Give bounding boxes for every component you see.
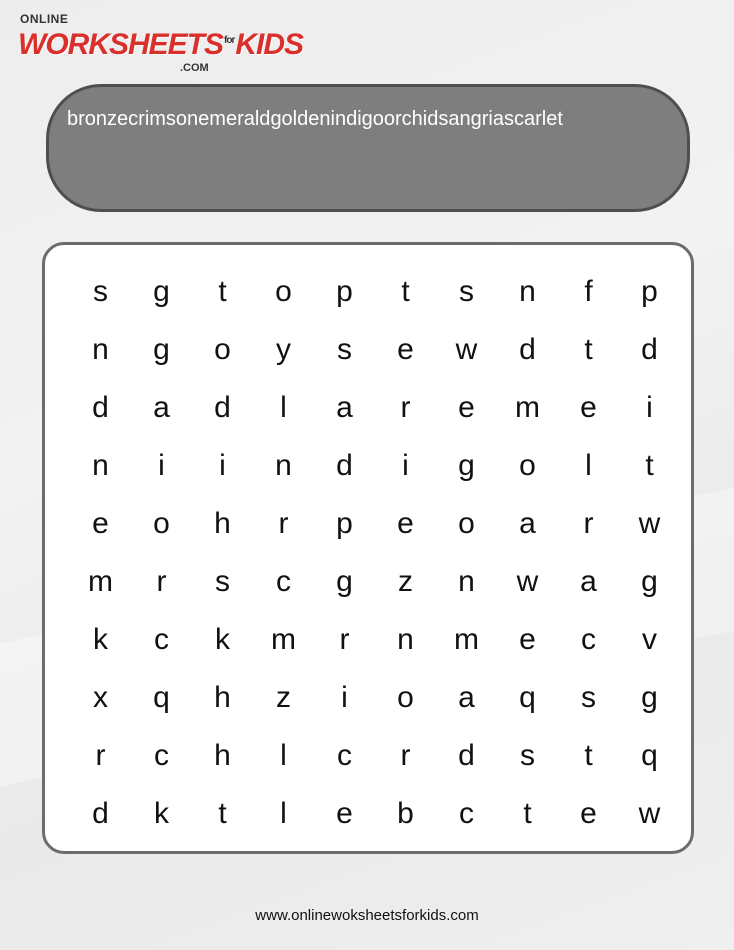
word-search-grid-box xyxy=(42,242,694,854)
grid-letter[interactable]: m xyxy=(454,623,479,656)
grid-letter[interactable]: n xyxy=(92,333,109,366)
grid-letter[interactable]: n xyxy=(519,275,536,308)
grid-letter[interactable]: x xyxy=(93,681,108,714)
grid-letter[interactable]: m xyxy=(515,391,540,424)
logo-online-text: ONLINE xyxy=(20,12,69,26)
site-logo[interactable] xyxy=(14,10,304,80)
grid-letter[interactable]: t xyxy=(645,449,654,482)
grid-letter[interactable]: y xyxy=(276,333,291,366)
footer-url: www.onlinewoksheetsforkids.com xyxy=(255,907,479,924)
grid-letter[interactable]: e xyxy=(397,507,414,540)
grid-letter[interactable]: b xyxy=(397,797,414,830)
grid-letter[interactable]: i xyxy=(402,449,409,482)
grid-letter[interactable]: s xyxy=(581,681,596,714)
grid-letter[interactable]: c xyxy=(581,623,596,656)
grid-letter[interactable]: d xyxy=(214,391,231,424)
word-bank-item: emerald xyxy=(198,108,271,130)
word-bank-item: scarlet xyxy=(503,108,563,130)
grid-letter[interactable]: g xyxy=(641,565,658,598)
grid-letter[interactable]: a xyxy=(458,681,475,714)
grid-letter[interactable]: o xyxy=(153,507,170,540)
grid-letter[interactable]: f xyxy=(584,275,593,308)
grid-letter[interactable]: t xyxy=(584,739,593,772)
logo-worksheets: WORKSHEETS xyxy=(18,28,224,61)
grid-letter[interactable]: n xyxy=(397,623,414,656)
grid-letter[interactable]: t xyxy=(218,797,227,830)
word-search-grid xyxy=(70,263,680,843)
grid-letter[interactable]: q xyxy=(153,681,170,714)
grid-letter[interactable]: i xyxy=(646,391,653,424)
grid-letter[interactable]: e xyxy=(580,391,597,424)
grid-letter[interactable]: g xyxy=(153,275,170,308)
grid-letter[interactable]: t xyxy=(523,797,532,830)
grid-letter[interactable]: r xyxy=(156,565,167,598)
grid-letter[interactable]: d xyxy=(519,333,536,366)
grid-letter[interactable]: v xyxy=(642,623,657,656)
grid-letter[interactable]: a xyxy=(153,391,170,424)
grid-letter[interactable]: z xyxy=(398,565,413,598)
grid-letter[interactable]: s xyxy=(215,565,230,598)
grid-letter[interactable]: w xyxy=(516,565,539,598)
grid-letter[interactable]: n xyxy=(275,449,292,482)
grid-letter[interactable]: z xyxy=(276,681,291,714)
word-bank-item: indigo xyxy=(330,108,384,130)
word-list xyxy=(67,107,682,131)
logo-main-text xyxy=(18,28,303,62)
grid-letter[interactable]: q xyxy=(641,739,658,772)
grid-letter[interactable]: c xyxy=(276,565,291,598)
grid-letter[interactable]: w xyxy=(638,507,661,540)
word-bank-item: sangria xyxy=(438,108,504,130)
grid-letter[interactable]: a xyxy=(580,565,597,598)
grid-letter[interactable]: g xyxy=(458,449,475,482)
grid-letter[interactable]: r xyxy=(278,507,289,540)
grid-letter[interactable]: i xyxy=(341,681,348,714)
logo-dotcom: .COM xyxy=(180,62,209,74)
grid-letter[interactable]: d xyxy=(92,797,109,830)
grid-letter[interactable]: e xyxy=(92,507,109,540)
word-bank-item: crimson xyxy=(128,108,199,130)
grid-letter[interactable]: g xyxy=(336,565,353,598)
grid-letter[interactable]: o xyxy=(458,507,475,540)
grid-letter[interactable]: s xyxy=(337,333,352,366)
grid-letter[interactable]: k xyxy=(154,797,169,830)
grid-letter[interactable]: n xyxy=(92,449,109,482)
grid-letter[interactable]: c xyxy=(154,623,169,656)
grid-letter[interactable]: r xyxy=(400,739,411,772)
grid-letter[interactable]: t xyxy=(584,333,593,366)
grid-letter[interactable]: i xyxy=(158,449,165,482)
grid-letter[interactable]: e xyxy=(580,797,597,830)
grid-letter[interactable]: a xyxy=(336,391,353,424)
grid-letter[interactable]: d xyxy=(336,449,353,482)
grid-letter[interactable]: o xyxy=(519,449,536,482)
grid-letter[interactable]: r xyxy=(583,507,594,540)
grid-letter[interactable]: q xyxy=(519,681,536,714)
grid-letter[interactable]: d xyxy=(641,333,658,366)
word-bank-item: golden xyxy=(270,108,331,130)
grid-letter[interactable]: c xyxy=(459,797,474,830)
grid-letter[interactable]: p xyxy=(641,275,658,308)
grid-letter[interactable]: m xyxy=(271,623,296,656)
grid-letter[interactable]: r xyxy=(95,739,106,772)
grid-letter[interactable]: h xyxy=(214,739,231,772)
grid-letter[interactable]: e xyxy=(458,391,475,424)
grid-letter[interactable]: c xyxy=(154,739,169,772)
logo-kids: KIDS xyxy=(235,28,304,61)
grid-letter[interactable]: d xyxy=(458,739,475,772)
grid-letter[interactable]: l xyxy=(280,739,287,772)
grid-letter[interactable]: w xyxy=(638,797,661,830)
grid-letter[interactable]: g xyxy=(153,333,170,366)
grid-letter[interactable]: s xyxy=(520,739,535,772)
grid-letter[interactable]: g xyxy=(641,681,658,714)
grid-letter[interactable]: t xyxy=(218,275,227,308)
grid-letter[interactable]: h xyxy=(214,681,231,714)
word-bank xyxy=(46,84,690,212)
grid-letter[interactable]: k xyxy=(215,623,230,656)
grid-letter[interactable]: l xyxy=(280,797,287,830)
grid-letter[interactable]: l xyxy=(585,449,592,482)
grid-letter[interactable]: r xyxy=(400,391,411,424)
grid-letter[interactable]: n xyxy=(458,565,475,598)
grid-letter[interactable]: d xyxy=(92,391,109,424)
grid-letter[interactable]: i xyxy=(219,449,226,482)
word-bank-item: bronze xyxy=(67,108,129,130)
grid-letter[interactable]: a xyxy=(519,507,536,540)
grid-letter[interactable]: w xyxy=(455,333,478,366)
grid-letter[interactable]: p xyxy=(336,507,353,540)
grid-letter[interactable]: p xyxy=(336,275,353,308)
grid-letter[interactable]: e xyxy=(519,623,536,656)
grid-letter[interactable]: c xyxy=(337,739,352,772)
grid-letter[interactable]: s xyxy=(93,275,108,308)
grid-letter[interactable]: h xyxy=(214,507,231,540)
grid-letter[interactable]: o xyxy=(275,275,292,308)
word-list-spacer xyxy=(563,107,682,131)
grid-letter[interactable]: l xyxy=(280,391,287,424)
grid-letter[interactable]: r xyxy=(339,623,350,656)
grid-letter[interactable]: e xyxy=(336,797,353,830)
grid-letter[interactable]: s xyxy=(459,275,474,308)
word-bank-item: orchid xyxy=(383,108,439,130)
grid-letter[interactable]: o xyxy=(214,333,231,366)
logo-for: for xyxy=(224,35,235,46)
grid-letter[interactable]: o xyxy=(397,681,414,714)
grid-letter[interactable]: t xyxy=(401,275,410,308)
grid-letter[interactable]: e xyxy=(397,333,414,366)
grid-letter[interactable]: m xyxy=(88,565,113,598)
grid-letter[interactable]: k xyxy=(93,623,108,656)
